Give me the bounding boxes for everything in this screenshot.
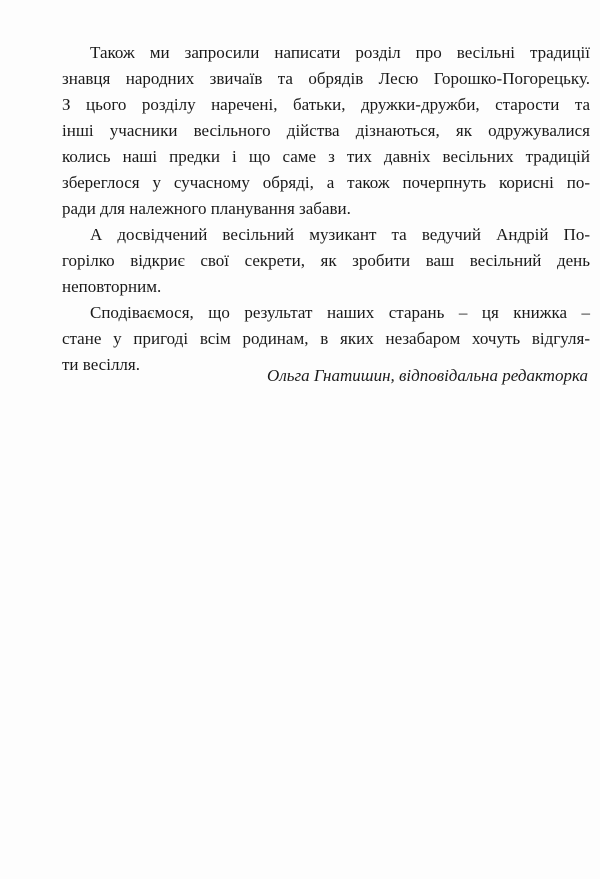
text-line: З цього розділу наречені, батьки, дружки-дружби, старости та [62,95,590,114]
text-line: ти весілля. [62,355,140,374]
text-line: Сподіваємося, що результат наших старань – ця книжка – [90,303,590,322]
text-line: збереглося у сучасному обряді, а також почерпнуть корисні по- [62,173,590,192]
text-line: Також ми запросили написати розділ про весільні традиції [90,43,590,62]
text-line: ради для належного планування забави. [62,199,351,218]
text-line: колись наші предки і що саме з тих давніх весільних традицій [62,147,590,166]
author-signature: Ольга Гнатишин, відповідальна редакторка [267,366,588,385]
text-line: горілко відкриє свої секрети, як зробити ваш весільний день [62,251,590,270]
text-line: А досвідчений весільний музикант та ведучий Андрій По- [90,225,590,244]
text-line: стане у пригоді всім родинам, в яких незабаром хочуть відгуля- [62,329,590,348]
text-line: неповторним. [62,277,162,296]
paragraph-2 [62,222,590,300]
text-line: знавця народних звичаїв та обрядів Лесю Горошко-Погорецьку. [62,69,590,88]
body-text [62,40,590,378]
text-line: інші учасники весільного дійства дізнаються, як одружувалися [62,121,590,140]
paragraph-1 [62,40,590,222]
